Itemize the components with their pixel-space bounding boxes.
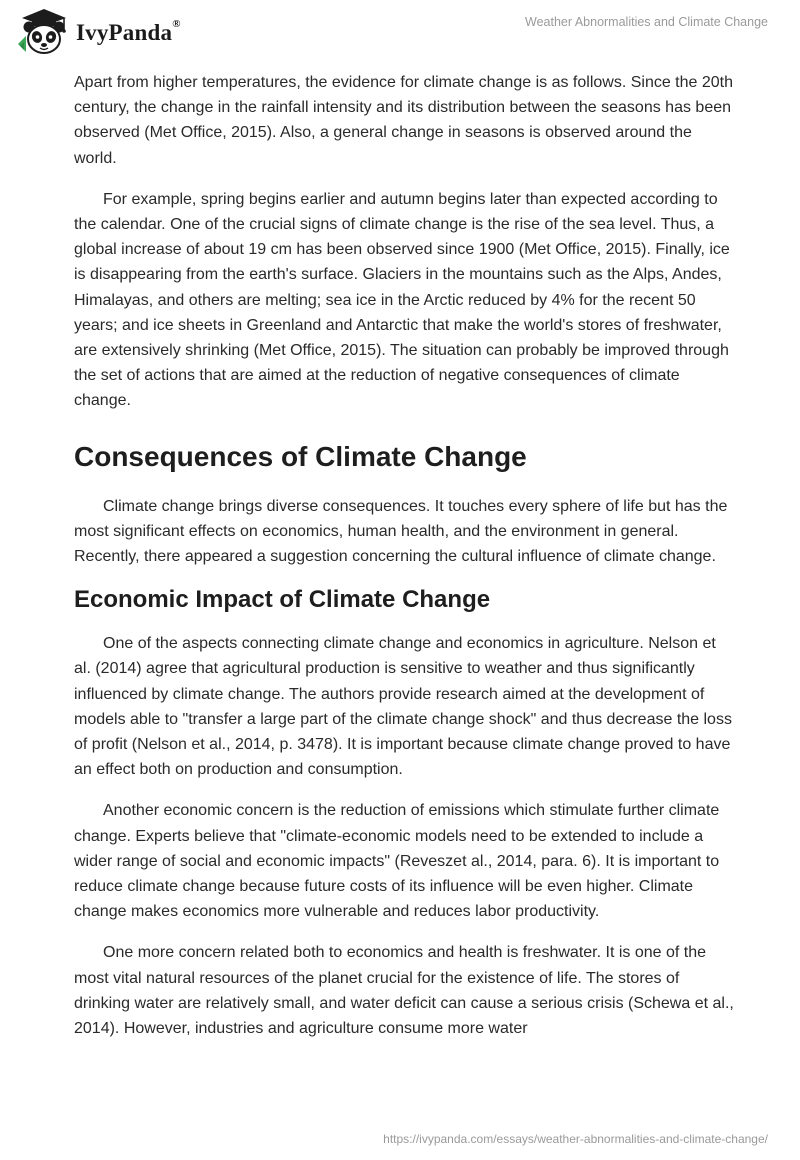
paragraph-1: Apart from higher temperatures, the evidence for climate change is as follows. Since the 20th century, the change in the rainfall intensity and its distribution between the seasons has been observed (Met Office, 2015). Also, a general change in seasons is observed around the world. <box>74 74 734 167</box>
registered-mark: ® <box>172 18 181 30</box>
section-heading-wrapper <box>74 430 734 494</box>
paragraph-5: Another economic concern is the reduction of emissions which stimulate further climate change. Experts believe that "climate-economic models need to be extended to include a wider range of social and economic impacts" (Reveszet al., 2014, para. 6). It is important to reduce climate change because future costs of its influence will be even higher. Climate change makes economics more vulnerable and reduces labor productivity. <box>74 802 720 921</box>
paragraph-6: One more concern related both to economics and health is freshwater. It is one of the most vital natural resources of the planet crucial for the existence of life. The stores of drinking water are relatively small, and water deficit can cause a serious crisis (Schewa et al., 2014). However, industries and agriculture consume more water <box>74 944 734 1038</box>
subsection-heading-economic: Economic Impact of Climate Change <box>74 586 491 614</box>
panda-graduate-icon <box>14 6 70 58</box>
brand-name-text: IvyPanda <box>76 20 173 45</box>
brand-name <box>76 20 181 46</box>
section-heading-consequences: Consequences of Climate Change <box>74 440 527 472</box>
paragraph-2: For example, spring begins earlier and autumn begins later than expected according to the calendar. One of the crucial signs of climate change is the rise of the sea level. Thus, a global increase of about 19 cm has been observed since 1900 (Met Office, 2015). Finally, ice is disappearing from the earth's surface. Glaciers in the mountains such as the Alps, Andes, Himalayas, and others are melting; sea ice in the Arctic reduced by 4% for the recent 50 years; and ice sheets in Greenland and Antarctic that make the world's stores of freshwater, are extensively shrinking (Met Office, 2015). The situation can probably be improved through the set of actions that are aimed at the reduction of negative consequences of climate change. <box>74 190 730 410</box>
paragraph-3: Climate change brings diverse consequences. It touches every sphere of life but has the most significant effects on economics, human health, and the environment in general. Recently, there appeared a suggestion concerning the cultural influence of climate change. <box>74 497 728 566</box>
ivypanda-logo[interactable] <box>14 6 181 58</box>
page-header <box>0 0 800 62</box>
document-title: Weather Abnormalities and Climate Change <box>525 15 768 29</box>
essay-body <box>74 70 734 1057</box>
paragraph-4: One of the aspects connecting climate change and economics in agriculture. Nelson et al. (2014) agree that agricultural production is sensitive to weather and thus significantly influenced by climate change. The authors provide research aimed at the development of models able to "transfer a large part of the climate change shock" and thus decrease the loss of profit (Nelson et al., 2014, p. 3478). It is important because climate change proved to have an effect both on production and consumption. <box>74 635 732 779</box>
source-url[interactable]: https://ivypanda.com/essays/weather-abnormalities-and-climate-change/ <box>383 1132 768 1146</box>
subsection-heading-wrapper <box>74 585 734 631</box>
